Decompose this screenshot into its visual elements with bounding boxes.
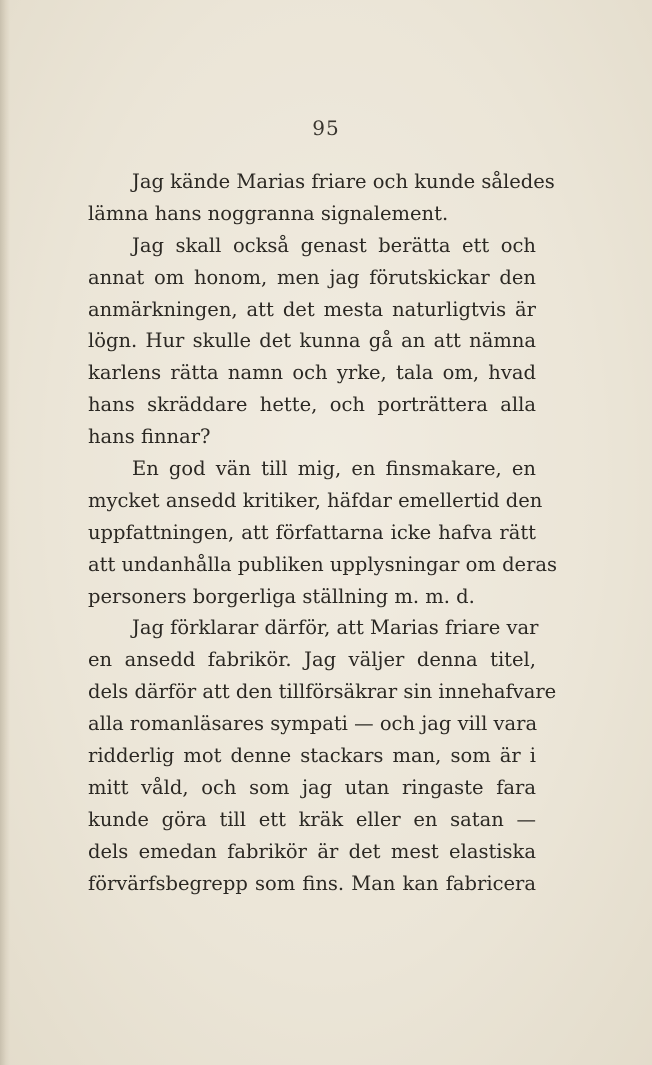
page-gutter-shadow xyxy=(0,0,10,1065)
text-line: mitt våld, och som jag utan ringaste fara xyxy=(88,775,536,799)
text-line: karlens rätta namn och yrke, tala om, hvad xyxy=(88,361,536,385)
text-line: en ansedd fabrikör. Jag väljer denna titel, xyxy=(88,648,536,672)
page-number: 95 xyxy=(312,116,340,140)
text-line: En god vän till mig, en finsmakare, en xyxy=(132,457,536,481)
text-line: Jag kände Marias friare och kunde således xyxy=(132,170,555,193)
text-line: alla romanläsares sympati — och jag vill vara xyxy=(88,712,538,736)
text-line: ridderlig mot denne stackars man, som är i xyxy=(88,744,536,768)
text-line: Jag skall också genast berätta ett och xyxy=(132,233,536,257)
text-line: att undanhålla publiken upplysningar om deras xyxy=(88,552,558,576)
text-line: uppfattningen, att författarna icke hafva rätt xyxy=(88,520,536,544)
text-line: mycket ansedd kritiker, häfdar emellertid den xyxy=(88,488,543,512)
text-line: lögn. Hur skulle det kunna gå an att nämna xyxy=(88,329,536,353)
text-line: personers borgerliga ställning m. m. d. xyxy=(88,584,475,608)
text-line: anmärkningen, att det mesta naturligtvis är xyxy=(88,297,536,321)
text-line: hans finnar? xyxy=(88,425,211,449)
text-line: kunde göra till ett kräk eller en satan — xyxy=(88,807,536,831)
text-line: förvärfsbegrepp som fins. Man kan fabricera xyxy=(88,871,536,895)
body-text xyxy=(88,166,558,899)
text-line: hans skräddare hette, och porträttera alla xyxy=(88,393,536,417)
text-line: dels emedan fabrikör är det mest elastiska xyxy=(88,839,536,863)
text-line: lämna hans noggranna signalement. xyxy=(88,201,449,225)
text-line: annat om honom, men jag förutskickar den xyxy=(88,265,536,289)
text-line: dels därför att den tillförsäkrar sin innehafvare xyxy=(88,680,557,704)
text-line: Jag förklarar därför, att Marias friare var xyxy=(132,616,539,640)
